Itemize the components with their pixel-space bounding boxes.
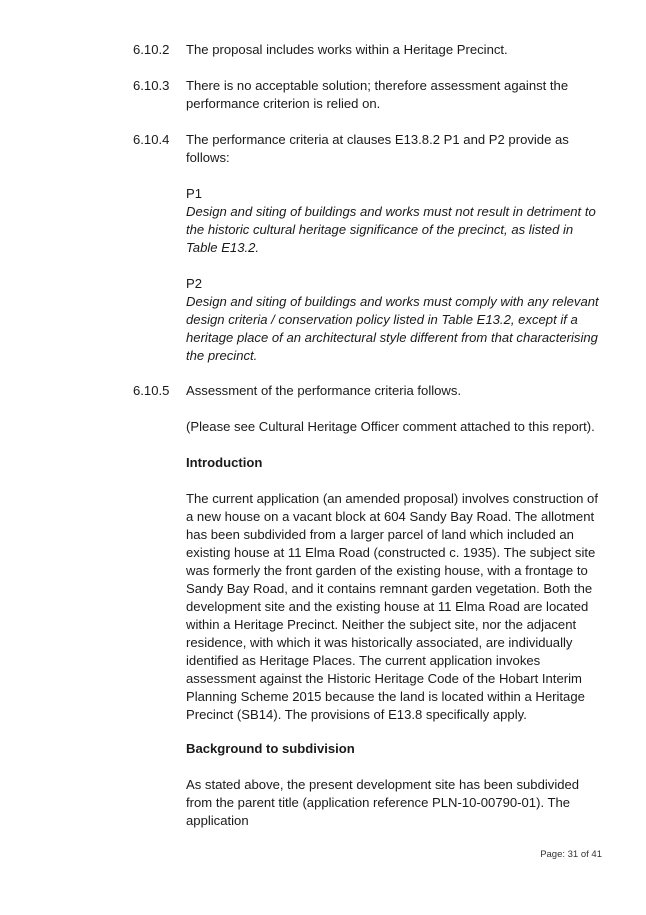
page-number: Page: 31 of 41 <box>540 849 602 860</box>
clause-number: 6.10.3 <box>133 78 170 93</box>
clause-number: 6.10.5 <box>133 383 170 398</box>
clause-number: 6.10.4 <box>133 132 170 147</box>
introduction-text: The current application (an amended proposal) involves construction of a new house on a vacant block at 604 Sandy Bay Road. The allotment has been subdivided from a larger parcel of land which included an existing house at 11 Elma Road (constructed c. 1935). The subject site was formerly the front garden of the existing house, with a frontage to Sandy Bay Road, and it contains remnant garden vegetation. Both the development site and the existing house at 11 Elma Road are located within a Heritage Precinct. Neither the subject site, nor the adjacent residence, with which it was historically associated, are individually identified as Heritage Places. The current application invokes assessment against the Historic Heritage Code of the Hobart Interim Planning Scheme 2015 because the land is located within a Heritage Precinct (SB14). The provisions of E13.8 specifically apply. <box>186 491 598 722</box>
officer-note: (Please see Cultural Heritage Officer comment attached to this report). <box>186 419 595 434</box>
clause-text: There is no acceptable solution; therefore assessment against the performance criterion is relied on. <box>186 78 569 111</box>
clause-text: Assessment of the performance criteria follows. <box>186 383 462 398</box>
criterion-label-p2: P2 <box>186 276 203 291</box>
clause-text: The proposal includes works within a Heritage Precinct. <box>186 42 508 57</box>
introduction-heading: Introduction <box>186 455 263 470</box>
background-heading: Background to subdivision <box>186 741 355 756</box>
clause-text: The performance criteria at clauses E13.8.2 P1 and P2 provide as follows: <box>186 132 569 165</box>
background-text: As stated above, the present development site has been subdivided from the parent title (application reference PLN-10-00790-01). The application <box>186 777 580 828</box>
criterion-text-p2: Design and siting of buildings and works must comply with any relevant design criteria / conservation policy listed in Table E13.2, except if a heritage place of an architectural style different from that characterising the precinct. <box>186 294 599 363</box>
criterion-label-p1: P1 <box>186 186 203 201</box>
clause-number: 6.10.2 <box>133 42 170 57</box>
criterion-text-p1: Design and siting of buildings and works must not result in detriment to the historic cultural heritage significance of the precinct, as listed in Table E13.2. <box>186 204 596 255</box>
